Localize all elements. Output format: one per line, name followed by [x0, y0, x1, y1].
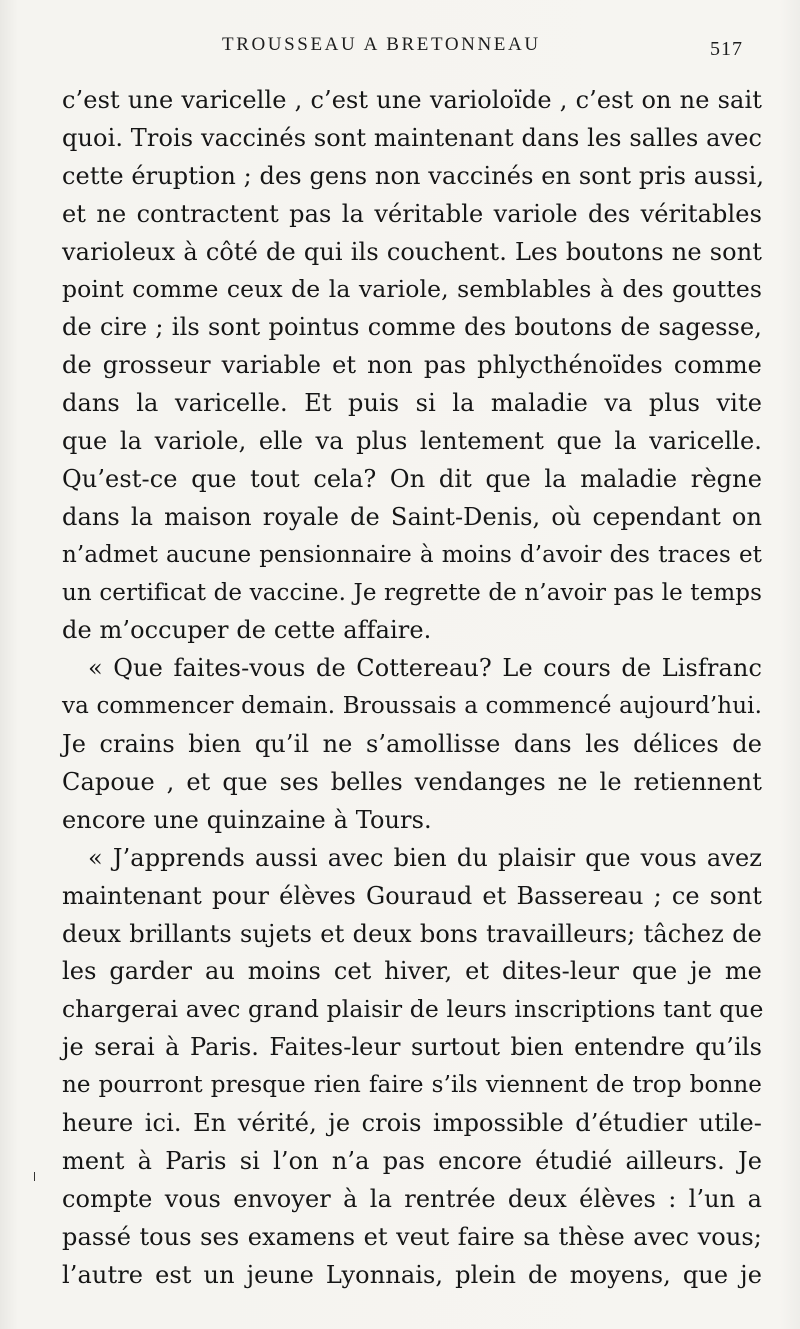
text-line: varioleux à côté de qui ils couchent. Les boutons ne sont	[62, 237, 762, 266]
page-number: 517	[710, 38, 743, 60]
text-line: passé tous ses examens et veut faire sa thèse avec vous;	[62, 1222, 762, 1251]
text-line: l’autre est un jeune Lyonnais, plein de moyens, que je	[62, 1260, 762, 1289]
text-line: un certificat de vaccine. Je regrette de n’avoir pas le temps	[62, 579, 762, 606]
text-line: n’admet aucune pensionnaire à moins d’avoir des traces et	[62, 541, 762, 568]
text-line: chargerai avec grand plaisir de leurs inscriptions tant que	[62, 995, 764, 1024]
text-line: dans la maison royale de Saint-Denis, où cependant on	[62, 502, 762, 531]
text-line: encore une quinzaine à Tours.	[62, 805, 432, 834]
text-line: Je crains bien qu’il ne s’amollisse dans les délices de	[62, 730, 762, 759]
text-line: que la variole, elle va plus lentement que la varicelle.	[62, 427, 762, 456]
text-line: c’est une varicelle , c’est une varioloïde , c’est on ne sait	[62, 86, 762, 114]
text-line: je serai à Paris. Faites-leur surtout bien entendre qu’ils	[62, 1033, 762, 1062]
running-title: TROUSSEAU A BRETONNEAU	[222, 34, 541, 55]
text-line: deux brillants sujets et deux bons travailleurs; tâchez de	[62, 919, 762, 948]
text-line: point comme ceux de la variole, semblables à des gouttes	[62, 275, 762, 304]
text-line: ment à Paris si l’on n’a pas encore étudié ailleurs. Je	[62, 1146, 762, 1175]
text-line: cette éruption ; des gens non vaccinés en sont pris aussi,	[62, 161, 765, 190]
text-line: ne pourront presque rien faire s’ils viennent de trop bonne	[62, 1072, 762, 1099]
text-line: Capoue , et que ses belles vendanges ne le retiennent	[62, 768, 762, 797]
text-line: de grosseur variable et non pas phlycthénoïdes comme	[62, 351, 762, 380]
body-text	[62, 82, 765, 1295]
text-line: quoi. Trois vaccinés sont maintenant dans les salles avec	[62, 123, 763, 152]
text-line: Qu’est-ce que tout cela? On dit que la maladie règne	[62, 464, 762, 493]
text-line: de cire ; ils sont pointus comme des boutons de sagesse,	[62, 313, 762, 342]
text-line: heure ici. En vérité, je crois impossible d’étudier utile-	[62, 1109, 762, 1138]
text-line: maintenant pour élèves Gouraud et Bassereau ; ce sont	[62, 881, 762, 910]
text-line: les garder au moins cet hiver, et dites-leur que je me	[62, 957, 762, 986]
text-line: et ne contractent pas la véritable variole des véritables	[62, 199, 762, 228]
text-line: de m’occuper de cette affaire.	[62, 616, 432, 645]
text-line: dans la varicelle. Et puis si la maladie va plus vite	[62, 389, 762, 418]
text-line: va commencer demain. Broussais a commencé aujourd’hui.	[62, 693, 762, 720]
margin-mark	[34, 1172, 35, 1181]
text-line: « J’apprends aussi avec bien du plaisir que vous avez	[88, 843, 762, 872]
text-line: compte vous envoyer à la rentrée deux élèves : l’un a	[62, 1184, 762, 1213]
running-header	[0, 34, 800, 62]
text-line: « Que faites-vous de Cottereau? Le cours de Lisfranc	[88, 654, 762, 683]
